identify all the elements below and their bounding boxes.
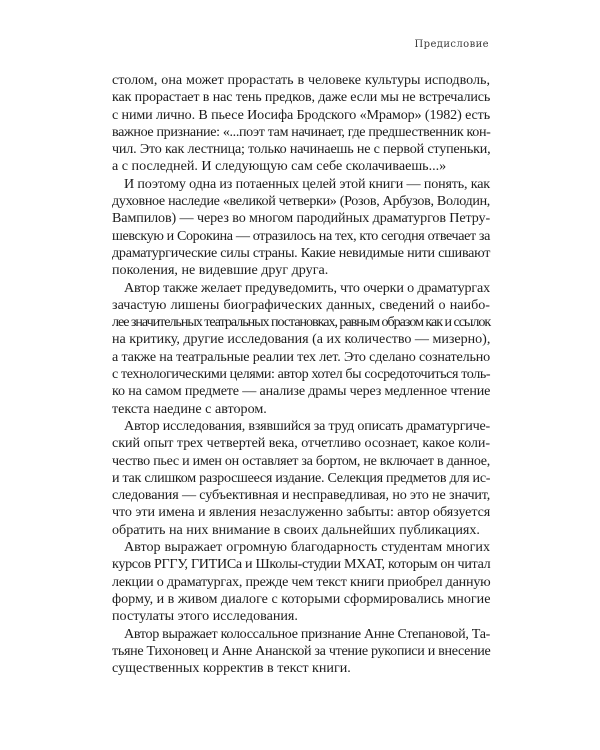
text-line: а также на театральные реалии тех лет. Это сделано сознательно: [112, 348, 490, 365]
text-line: обратить на них внимание в своих дальнейших публикациях.: [112, 521, 480, 538]
text-line: важное признание: «...поэт там начинает, где предшественник кон-: [112, 123, 491, 140]
paragraph: [112, 626, 490, 678]
text-line: духовное наследие «великой четверки» (Розов, Арбузов, Володин,: [112, 193, 490, 210]
text-line: с ними лично. В пьесе Иосифа Бродского «Мрамор» (1982) есть: [112, 106, 490, 123]
text-line: И поэтому одна из потаенных целей этой книги — понять, как: [124, 175, 490, 192]
text-line: Автор выражает колоссальное признание Анне Степановой, Та-: [124, 625, 490, 642]
paragraph: [112, 539, 490, 625]
text-line: чество пьес и имен он оставляет за бортом, не включает в данное,: [112, 452, 490, 469]
text-line: постулаты этого исследования.: [112, 608, 298, 625]
paragraph: [112, 176, 490, 280]
text-line: следования — субъективная и несправедливая, но это не значит,: [112, 487, 491, 504]
text-line: с технологическими целями: автор хотел бы сосредоточиться толь-: [112, 366, 491, 383]
text-line: а с последней. И следующую сам себе сколачиваешь...»: [112, 158, 447, 175]
text-line: лекции о драматургах, прежде чем текст книги приобрел данную: [112, 573, 491, 590]
paragraph: [112, 72, 490, 176]
text-line: лее значительных театральных постановках, равным образом как и ссылок: [112, 314, 491, 331]
paragraph: [112, 418, 490, 539]
text-line: драматургические силы страны. Какие невидимые нити сшивают: [112, 244, 491, 261]
text-line: курсов РГГУ, ГИТИСа и Школы-студии МХАТ, которым он читал: [112, 556, 491, 573]
text-line: текста наедине с автором.: [112, 400, 267, 417]
text-line: форму, и в живом диалоге с которыми сформировались многие: [112, 590, 491, 607]
running-head: Предисловие: [414, 39, 489, 50]
text-line: Автор исследования, взявшийся за труд описать драматургиче-: [124, 417, 490, 434]
text-line: Вампилов) — через во многом пародийных драматургов Петру-: [112, 210, 491, 227]
text-line: чил. Это как лестница; только начинаешь не с первой ступеньки,: [112, 141, 491, 158]
text-line: как прорастает в нас тень предков, даже если мы не встречались: [112, 89, 491, 106]
text-line: столом, она может прорастать в человеке культуры исподволь,: [112, 72, 490, 88]
text-line: что эти имена и явления незаслуженно забыты: автор обязуется: [112, 504, 491, 521]
text-line: и так слишком разросшееся издание. Селекция предметов для ис-: [112, 469, 491, 486]
paragraph: [112, 280, 490, 418]
text-line: существенных корректив в текст книги.: [112, 660, 351, 677]
text-line: на критику, другие исследования (а их количество — мизерно),: [112, 331, 491, 348]
text-line: Автор выражает огромную благодарность студентам многих: [124, 539, 490, 556]
text-line: поколения, не видевшие друг друга.: [112, 262, 329, 279]
text-line: Автор также желает предуведомить, что очерки о драматургах: [124, 279, 490, 296]
text-line: зачастую лишены биографических данных, сведений о наибо-: [112, 296, 490, 313]
text-line: ко на самом предмете — анализе драмы через медленное чтение: [112, 383, 491, 400]
text-line: ский опыт трех четвертей века, отчетливо осознает, какое коли-: [112, 435, 490, 452]
body-text: [112, 72, 490, 677]
text-line: тьяне Тихоновец и Анне Ананской за чтение рукописи и внесение: [112, 642, 491, 659]
text-line: шевскую и Сорокина — отразилось на тех, кто сегодня отвечает за: [112, 227, 490, 244]
